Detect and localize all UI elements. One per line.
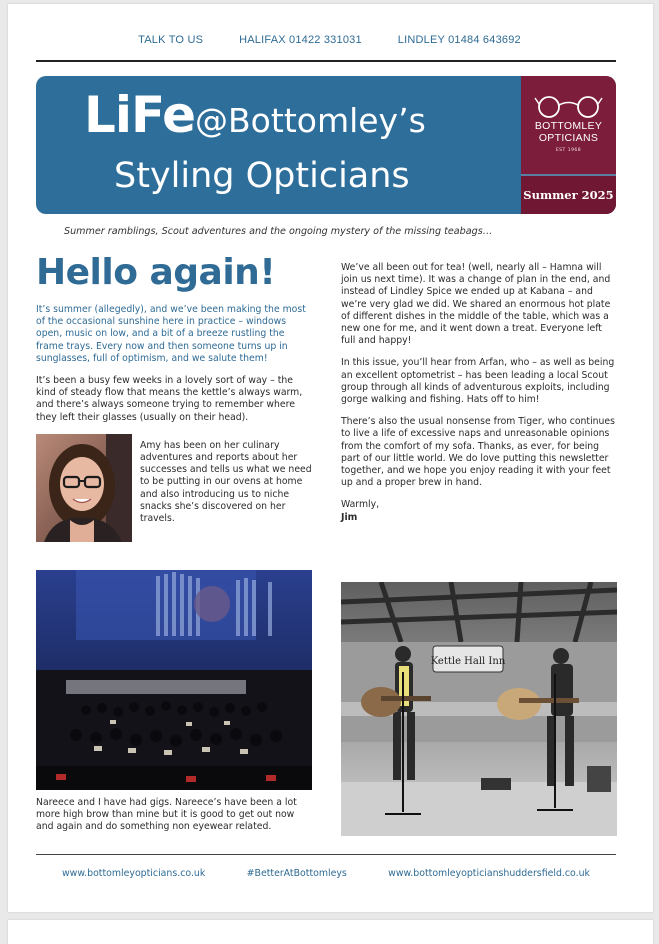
next-page-edge	[8, 920, 653, 944]
amy-section	[36, 434, 312, 544]
signoff-name: Jim	[341, 511, 358, 523]
gigs-paragraph: Nareece and I have had gigs. Nareece’s have been a lot more high brow than mine but it is good to get out now and again and do something non eyewear related.	[36, 797, 297, 833]
right-column	[341, 262, 617, 524]
amy-paragraph: Amy has been on her culinary adventures and reports about her successes and tells us what we need to be putting in our ovens at home and also introducing us to niche snacks she’s discovered on her travels.	[140, 439, 312, 525]
intro-paragraph: It’s summer (allegedly), and we’ve been making the most of the occasional sunshine here in practice – windows open, music on low, and a bit of a breeze rustling the frame trays. Every now and then someone turns up in sunglasses, full of optimism, and we salute them!	[36, 304, 306, 364]
brand-name: BOTTOMLEY OPTICIANS	[534, 120, 603, 144]
orchestra-photo	[36, 570, 312, 790]
issue-season: Summer 2025	[521, 174, 616, 214]
hashtag[interactable]: #BetterAtBottomleys	[246, 868, 347, 879]
band-photo	[341, 582, 617, 836]
signoff	[341, 499, 617, 523]
masthead	[36, 76, 616, 214]
title-at-bottomleys: @Bottomley’s	[195, 101, 426, 140]
lindley-phone[interactable]: LINDLEY 01484 643692	[397, 34, 521, 46]
footer-links	[36, 868, 616, 879]
left-column	[36, 252, 312, 544]
kettle-hall-sign: Kettle Hall Inn	[430, 656, 506, 667]
brand-logo-panel	[521, 76, 616, 214]
busy-weeks-paragraph: It’s been a busy few weeks in a lovely sort of way – the kind of steady flow that means the kettle’s always warm, and there’s always someone trying to remember where they left their glasses (usually on their head).	[36, 375, 303, 423]
tagline: Summer ramblings, Scout adventures and the ongoing mystery of the missing teabags…	[64, 226, 493, 237]
tea-paragraph: We’ve all been out for tea! (well, nearly all – Hamna will join us next time). It was a change of plan in the end, and instead of Lindley Spice we ended up at Kabana – and we’re very glad we did. We shared an enormous hot plate of different dishes in the middle of the table, which was a new one for me, and it went down a treat. Everyone left full and happy!	[341, 262, 611, 347]
amy-photo	[36, 434, 132, 542]
hello-heading: Hello again!	[36, 252, 276, 293]
title-life: LiFe	[84, 86, 196, 144]
talk-to-us-link[interactable]: TALK TO US	[138, 34, 204, 46]
halifax-phone[interactable]: HALIFAX 01422 331031	[239, 34, 362, 46]
glasses-logo-icon	[534, 92, 603, 118]
top-divider	[36, 60, 616, 62]
title-styling-opticians: Styling Opticians	[114, 156, 410, 196]
top-contact-bar	[0, 34, 659, 46]
arfan-paragraph: In this issue, you’ll hear from Arfan, who – as well as being an excellent optometrist – has been leading a local Scout group through all kinds of adventurous exploits, including gorge walking and fishing. Hats off to him!	[341, 357, 615, 406]
website-link-halifax[interactable]: www.bottomleyopticians.co.uk	[62, 868, 206, 879]
website-link-huddersfield[interactable]: www.bottomleyopticianshuddersfield.co.uk	[388, 868, 590, 879]
signoff-warmly: Warmly,	[341, 499, 380, 511]
tiger-paragraph: There’s also the usual nonsense from Tiger, who continues to live a life of excessive naps and unreasonable opinions from the comfort of my sofa. Thanks, as ever, for being part of our little world. We do love putting this newsletter together, and we hope you enjoy reading it with your feet up and a proper brew in hand.	[341, 416, 615, 489]
newsletter-title	[84, 86, 426, 144]
brand-established: EST 1968	[555, 148, 582, 153]
bottom-divider	[36, 854, 616, 855]
